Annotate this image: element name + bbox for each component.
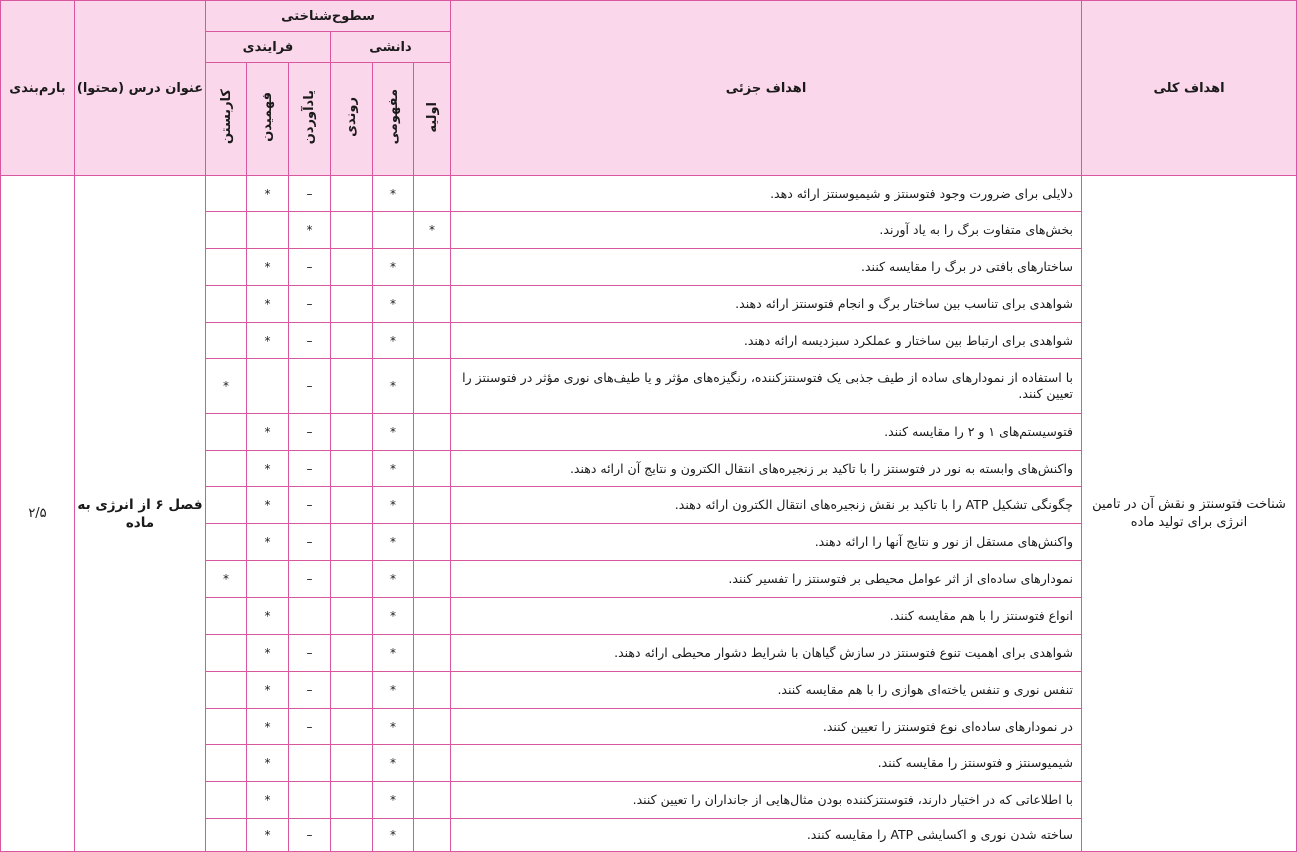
col-understand-header: فهمیدن [247,63,289,176]
sub-objective-text: ساختارهای بافتی در برگ را مقایسه کنند. [451,249,1082,286]
level-mark-k [206,176,247,212]
level-mark-m: * [373,176,414,212]
sub-objective-text: شواهدی برای ارتباط بین ساختار و عملکرد سبزدیسه ارائه دهند. [451,323,1082,359]
sub-objective-text: تنفس نوری و تنفس یاخته‌ای هوازی را با هم مقایسه کنند. [451,672,1082,709]
level-mark-a [414,709,451,745]
level-mark-y: – [289,286,331,323]
level-mark-k: * [206,359,247,414]
level-mark-f: * [247,323,289,359]
sub-objective-text: با اطلاعاتی که در اختیار دارند، فتوسنتزکننده بودن مثال‌هایی از جانداران را تعیین کنند. [451,782,1082,819]
level-mark-r [331,414,373,451]
level-mark-y: – [289,635,331,672]
sub-objective-text: ساخته شدن نوری و اکسایشی ATP را مقایسه کنند. [451,819,1082,852]
level-mark-f [247,359,289,414]
level-mark-k [206,782,247,819]
level-mark-k: * [206,561,247,598]
level-mark-k [206,819,247,852]
level-mark-m [373,212,414,249]
level-mark-f: * [247,709,289,745]
level-mark-m: * [373,561,414,598]
general-objectives-header: اهداف کلی [1082,1,1297,176]
level-mark-m: * [373,524,414,561]
level-mark-r [331,561,373,598]
level-mark-r [331,212,373,249]
level-mark-y: – [289,524,331,561]
level-mark-y: – [289,359,331,414]
level-mark-f: * [247,598,289,635]
level-mark-r [331,598,373,635]
level-mark-f: * [247,819,289,852]
sub-objective-text: نمودارهای ساده‌ای از اثر عوامل محیطی بر فتوسنتز را تفسیر کنند. [451,561,1082,598]
level-mark-r [331,672,373,709]
col-procedural-header: روندی [331,63,373,176]
level-mark-k [206,414,247,451]
level-mark-f: * [247,414,289,451]
level-mark-y: – [289,561,331,598]
level-mark-y: – [289,323,331,359]
level-mark-a [414,819,451,852]
level-mark-y [289,782,331,819]
level-mark-r [331,709,373,745]
sub-objective-text: در نمودارهای ساده‌ای نوع فتوسنتز را تعیین کنند. [451,709,1082,745]
sub-objective-text: شواهدی برای تناسب بین ساختار برگ و انجام فتوسنتز ارائه دهند. [451,286,1082,323]
level-mark-a [414,745,451,782]
level-mark-f: * [247,782,289,819]
level-mark-m: * [373,451,414,487]
sub-objectives-header: اهداف جزئی [451,1,1082,176]
level-mark-m: * [373,709,414,745]
level-mark-r [331,487,373,524]
level-mark-a [414,487,451,524]
level-mark-m: * [373,487,414,524]
level-mark-r [331,451,373,487]
level-mark-a [414,672,451,709]
lesson-title-header: عنوان درس (محتوا) [75,1,206,176]
level-mark-k [206,709,247,745]
sub-objective-text: دلایلی برای ضرورت وجود فتوسنتز و شیمیوسنتز ارائه دهد. [451,176,1082,212]
sub-objective-text: با استفاده از نمودارهای ساده از طیف جذبی یک فتوسنتزکننده، رنگیزه‌های مؤثر و یا طیف‌های نوری مؤثر در فتوسنتز را تعیین کنند. [451,359,1082,414]
sub-objective-text: چگونگی تشکیل ATP را با تاکید بر نقش زنجیره‌های انتقال الکترون ارائه دهند. [451,487,1082,524]
col-factual-header: اولیه [414,63,451,176]
level-mark-a [414,782,451,819]
level-mark-y: – [289,451,331,487]
level-mark-y: – [289,414,331,451]
sub-objective-text: شیمیوسنتز و فتوسنتز را مقایسه کنند. [451,745,1082,782]
level-mark-f: * [247,249,289,286]
level-mark-y: – [289,672,331,709]
level-mark-r [331,323,373,359]
level-mark-f: * [247,745,289,782]
level-mark-a [414,561,451,598]
level-mark-r [331,286,373,323]
level-mark-r [331,176,373,212]
level-mark-k [206,672,247,709]
sub-objective-text: انواع فتوسنتز را با هم مقایسه کنند. [451,598,1082,635]
sub-objective-text: بخش‌های متفاوت برگ را به یاد آورند. [451,212,1082,249]
level-mark-r [331,819,373,852]
level-mark-k [206,323,247,359]
level-mark-a [414,286,451,323]
level-mark-f: * [247,635,289,672]
col-conceptual-header: مفهومی [373,63,414,176]
level-mark-m: * [373,635,414,672]
level-mark-m: * [373,249,414,286]
level-mark-f: * [247,286,289,323]
level-mark-a [414,176,451,212]
level-mark-m: * [373,414,414,451]
level-mark-k [206,635,247,672]
level-mark-y: – [289,819,331,852]
cognitive-levels-header: سطوح‌شناختی [206,1,451,32]
knowledge-header: دانشی [331,32,451,63]
level-mark-m: * [373,286,414,323]
level-mark-y [289,745,331,782]
process-header: فرایندی [206,32,331,63]
level-mark-f: * [247,487,289,524]
level-mark-m: * [373,672,414,709]
level-mark-m: * [373,782,414,819]
level-mark-f [247,212,289,249]
level-mark-a [414,359,451,414]
sub-objective-text: شواهدی برای اهمیت تنوع فتوسنتز در سازش گیاهان با شرایط دشوار محیطی ارائه دهند. [451,635,1082,672]
table-row [1,176,1297,212]
general-objective: شناخت فتوسنتز و نقش آن در تامین انرژی برای تولید ماده [1082,176,1297,852]
level-mark-k [206,286,247,323]
sub-objective-text: واکنش‌های مستقل از نور و نتایج آنها را ارائه دهند. [451,524,1082,561]
level-mark-a [414,598,451,635]
level-mark-k [206,487,247,524]
level-mark-y: * [289,212,331,249]
level-mark-m: * [373,359,414,414]
level-mark-m: * [373,598,414,635]
sub-objective-text: فتوسیستم‌های ۱ و ۲ را مقایسه کنند. [451,414,1082,451]
level-mark-a [414,451,451,487]
level-mark-m: * [373,819,414,852]
level-mark-a [414,635,451,672]
level-mark-a: * [414,212,451,249]
sub-objective-text: واکنش‌های وابسته به نور در فتوسنتز را با تاکید بر زنجیره‌های انتقال الکترون و نتایج آن ارائه دهند. [451,451,1082,487]
level-mark-k [206,212,247,249]
level-mark-r [331,249,373,286]
level-mark-k [206,524,247,561]
level-mark-r [331,524,373,561]
level-mark-k [206,745,247,782]
col-remember-header: یادآوردن [289,63,331,176]
level-mark-m: * [373,323,414,359]
level-mark-m: * [373,745,414,782]
level-mark-k [206,249,247,286]
level-mark-a [414,323,451,359]
level-mark-r [331,745,373,782]
score-header: بارم‌بندی [1,1,75,176]
level-mark-k [206,598,247,635]
level-mark-y [289,598,331,635]
col-apply-header: کاربستن [206,63,247,176]
level-mark-r [331,359,373,414]
level-mark-r [331,635,373,672]
level-mark-y: – [289,249,331,286]
level-mark-a [414,249,451,286]
level-mark-f: * [247,672,289,709]
level-mark-y: – [289,176,331,212]
level-mark-r [331,782,373,819]
level-mark-a [414,524,451,561]
level-mark-a [414,414,451,451]
lesson-title: فصل ۶ از انرژی به ماده [75,176,206,852]
level-mark-y: – [289,487,331,524]
level-mark-y: – [289,709,331,745]
level-mark-f: * [247,451,289,487]
score-value: ۲/۵ [1,176,75,852]
level-mark-k [206,451,247,487]
level-mark-f: * [247,176,289,212]
level-mark-f [247,561,289,598]
level-mark-f: * [247,524,289,561]
